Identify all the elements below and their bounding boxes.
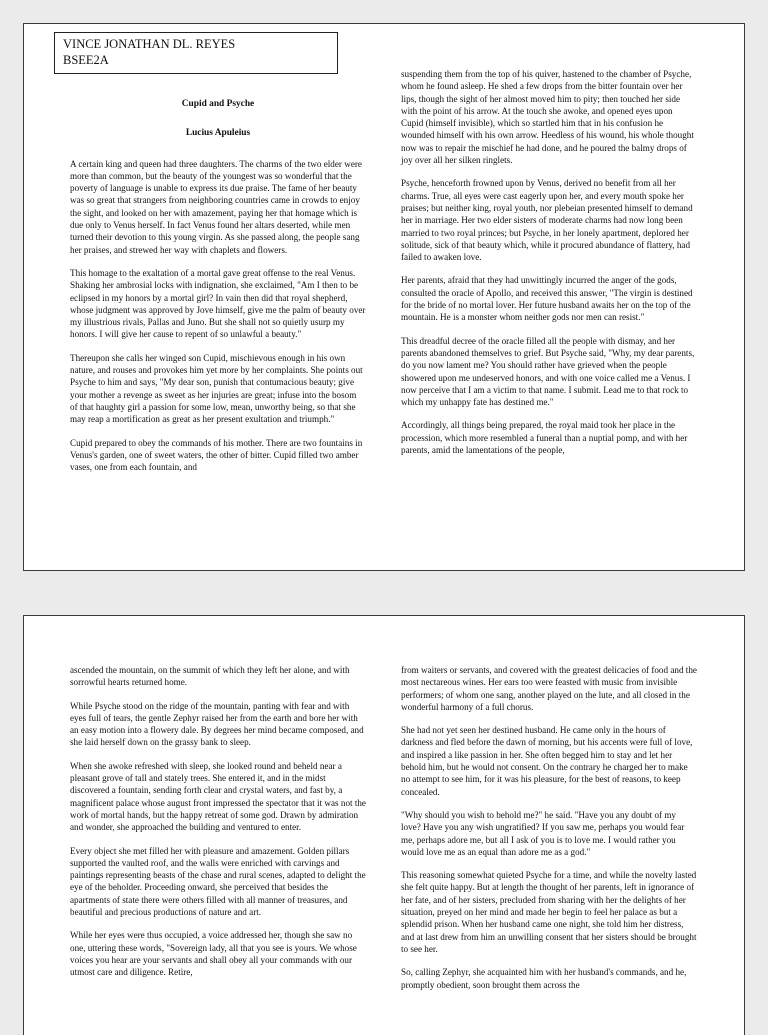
student-info-box: [54, 32, 338, 74]
paragraph: from waiters or servants, and covered with the greatest delicacies of food and the most nectareous wines. Her ears too were feasted with music from invisible performers; of whom one sang, another played on the lute, and all closed in the wonderful harmony of a full chorus.: [401, 665, 697, 712]
paragraph: Psyche, henceforth frowned upon by Venus, derived no benefit from all her charms. True, all eyes were cast eagerly upon her, and every mouth spoke her praises; but neither king, royal youth, nor plebeian presented himself to demand her in marriage. Her two elder sisters of moderate charms had now long been married to two royal princes; but Psyche, in her lonely apartment, deplored her solitude, sick of that beauty which, while it procured abundance of flattery, had failed to awaken love.: [401, 178, 693, 263]
paragraph: Accordingly, all things being prepared, the royal maid took her place in the procession, which more resembled a funeral than a nuptial pomp, and with her parents, amid the lamentations of the people,: [401, 420, 688, 456]
paragraph: So, calling Zephyr, she acquainted him with her husband's commands, and he, promptly obedient, soon brought them across the: [401, 967, 687, 990]
document-page-1: [23, 23, 745, 571]
student-section: BSEE2A: [63, 53, 109, 67]
page2-right-column: [401, 664, 697, 1002]
paragraph: Her parents, afraid that they had unwittingly incurred the anger of the gods, consulted the oracle of Apollo, and received this answer, "The virgin is destined for the bride of no mortal lover. Her future husband awaits her on the top of the mountain. He is a monster whom neither gods nor men can resist.": [401, 275, 693, 323]
page2-left-column: [70, 664, 366, 990]
paragraph: Thereupon she calls her winged son Cupid, mischievous enough in his own nature, and rouses and provokes him yet more by her complaints. She points out Psyche to him and says, "My dear son, punish that contumacious beauty; give your mother a revenge as sweet as her injuries are great; infuse into the bosom of that haughty girl a passion for some low, mean, unworthy being, so that she may reap a mortification as great as her present exultation and triumph.": [70, 352, 363, 425]
paragraph: This homage to the exaltation of a mortal gave great offense to the real Venus. Shaking her ambrosial locks with indignation, she exclaimed, "Am I then to be eclipsed in my honors by a mortal girl? In vain then did that royal shepherd, whose judgment was approved by Jove himself, give me the palm of beauty over my illustrious rivals, Pallas and Juno. But she shall not so quietly usurp my honors. I will give her cause to repent of so unlawful a beauty.": [70, 267, 366, 340]
story-title: Cupid and Psyche: [181, 99, 255, 109]
document-page-2: [23, 615, 745, 1035]
paragraph: suspending them from the top of his quiver, hastened to the chamber of Psyche, whom he found asleep. He shed a few drops from the bitter fountain over her lips, though the sight of her almost moved him to pity; then touched her side with the point of his arrow. At the touch she awoke, and opened eyes upon Cupid (himself invisible), which so startled him that in his confusion he wounded himself with his own arrow. Heedless of his wound, his whole thought now was to repair the mischief he had done, and he poured the balmy drops of joy over all her silken ringlets.: [401, 69, 694, 166]
page1-left-column: [70, 98, 366, 484]
paragraph: When she awoke refreshed with sleep, she looked round and beheld near a pleasant grove of tall and stately trees. She entered it, and in the midst discovered a fountain, sending forth clear and crystal waters, and fast by, a magnificent palace whose august front impressed the spectator that it was not the work of mortal hands, but the happy retreat of some god. Drawn by admiration and wonder, she approached the building and ventured to enter.: [70, 760, 366, 833]
paragraph: While Psyche stood on the ridge of the mountain, panting with fear and with eyes full of tears, the gentle Zephyr raised her from the earth and bore her with an easy motion into a flowery dale. By degrees her mind became composed, and she laid herself down on the grassy bank to sleep.: [70, 700, 364, 748]
paragraph: Cupid prepared to obey the commands of his mother. There are two fountains in Venus's garden, one of sweet waters, the other of bitter. Cupid filled two amber vases, one from each fountain, and: [70, 437, 363, 473]
paragraph: She had not yet seen her destined husband. He came only in the hours of darkness and fled before the dawn of morning, but his accents were full of love, and inspired a like passion in her. She often begged him to stay and let her behold him, but he would not consent. On the contrary he charged her to make no attempt to see him, for it was his pleasure, for the best of reasons, to keep concealed.: [401, 725, 693, 797]
student-name: VINCE JONATHAN DL. REYES: [63, 37, 236, 51]
paragraph: A certain king and queen had three daughters. The charms of the two elder were more than common, but the beauty of the youngest was so wonderful that the poverty of language is unable to express its due praise. The fame of her beauty was so great that strangers from neighboring countries came in crowds to enjoy the sight, and looked on her with amazement, paying her that homage which is due only to Venus herself. In fact Venus found her altars deserted, while men turned their devotion to this young virgin. As she passed along, the people sang her praises, and strewed her way with chaplets and flowers.: [70, 158, 362, 255]
story-author: Lucius Apuleius: [185, 128, 251, 139]
paragraph: This dreadful decree of the oracle filled all the people with dismay, and her parents abandoned themselves to grief. But Psyche said, "Why, my dear parents, do you now lament me? You should rather have grieved when the people showered upon me undeserved honors, and with one voice called me a Venus. I now perceive that I am a victim to that name. I submit. Lead me to that rock to which my unhappy fate has destined me.": [401, 335, 695, 408]
page1-right-column: [401, 68, 697, 467]
paragraph: This reasoning somewhat quieted Psyche for a time, and while the novelty lasted she felt quite happy. But at length the thought of her parents, left in ignorance of her fate, and of her sisters, precluded from sharing with her the delights of her situation, preyed on her mind and made her begin to feel her palace as but a splendid prison. When her husband came one night, she told him her distress, and at last drew from him an unwilling consent that her sisters should be brought to see her.: [401, 870, 697, 954]
paragraph: ascended the mountain, on the summit of which they left her alone, and with sorrowful hearts returned home.: [70, 665, 350, 688]
paragraph: "Why should you wish to behold me?" he said. "Have you any doubt of my love? Have you any wish ungratified? If you saw me, perhaps you would fear me, perhaps adore me, but all I ask of you is to love me. I would rather you would love me as an equal than adore me as a god.": [401, 809, 685, 857]
paragraph: While her eyes were thus occupied, a voice addressed her, though she saw no one, uttering these words, "Sovereign lady, all that you see is yours. We whose voices you hear are your servants and shall obey all your commands with our utmost care and diligence. Retire,: [70, 930, 357, 978]
paragraph: Every object she met filled her with pleasure and amazement. Golden pillars supported the vaulted roof, and the walls were enriched with carvings and paintings representing beasts of the chase and rural scenes, adapted to delight the eye of the beholder. Proceeding onward, she perceived that besides the apartments of state there were others filled with all manner of treasures, and beautiful and precious productions of nature and art.: [70, 845, 366, 918]
